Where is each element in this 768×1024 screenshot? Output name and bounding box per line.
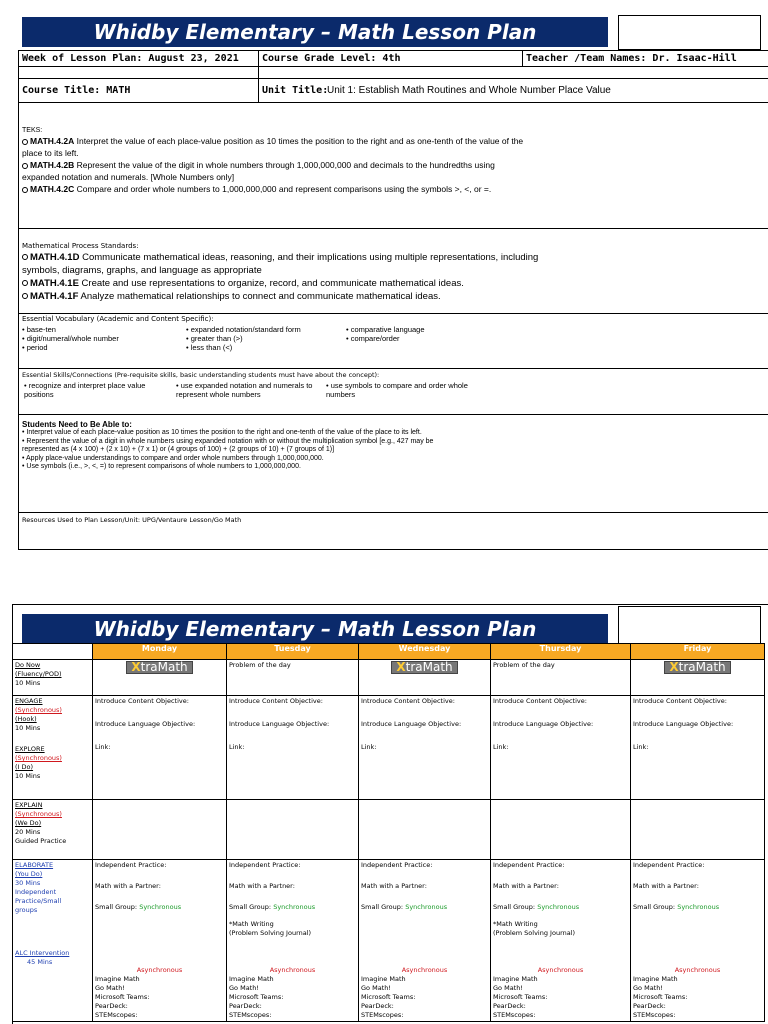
vocab-heading: Essential Vocabulary (Academic and Content Specific): xyxy=(22,315,214,323)
vocab-col-3 xyxy=(346,325,506,343)
problem-of-day: Problem of the day xyxy=(227,660,359,696)
circle-icon xyxy=(22,163,28,169)
students-heading: Students Need to Be Able to: xyxy=(22,420,132,429)
xtramath-logo: XtraMath xyxy=(93,660,227,696)
explain-cell xyxy=(227,800,359,860)
page1-title-box xyxy=(618,15,761,50)
course-title-label: Course Title: MATH xyxy=(22,85,131,96)
students-section xyxy=(22,420,458,472)
schedule-table xyxy=(12,643,765,1022)
vocab-col-1 xyxy=(22,325,182,352)
engage-cell-friday: Introduce Content Objective: Introduce Language Objective: Link: xyxy=(631,696,765,800)
elaborate-cell-tuesday: Independent Practice: Math with a Partner: Small Group: Synchronous *Math Writing (Problem Solving Journal) Asynchronous Imagine Math Go Math! Microsoft Teams: PearDeck: STEMscopes: xyxy=(227,860,359,1022)
explain-cell xyxy=(491,800,631,860)
engage-cell-thursday: Introduce Content Objective: Introduce Language Objective: Link: xyxy=(491,696,631,800)
vocab-item: • less than (<) xyxy=(186,343,233,352)
week-label: Week of Lesson Plan: August 23, 2021 xyxy=(22,53,239,64)
students-item: • Represent the value of a digit in whole numbers using expanded notation with or without the multiplication symbol [e.g., 427 may be represented as (4 x 100) + (2 x 10) + (7 x 1) or (4 groups of 100) + (2 groups of 10) + (7 groups of 1)] xyxy=(22,437,434,453)
students-item: • Apply place-value understandings to compare and order whole numbers through 1,000,000,000. xyxy=(22,454,324,462)
circle-icon xyxy=(22,293,28,299)
elaborate-cell-wednesday: Independent Practice: Math with a Partner: Small Group: Synchronous Asynchronous Imagine Math Go Math! Microsoft Teams: PearDeck: STEMscopes: xyxy=(359,860,491,1022)
problem-of-day: Problem of the day xyxy=(491,660,631,696)
teks-section xyxy=(22,126,534,195)
row-label-engage-explore: ENGAGE (Synchronous) (Hook) 10 Mins EXPLORE (Synchronous) (I Do) 10 Mins xyxy=(13,696,93,800)
circle-icon xyxy=(22,187,28,193)
process-item: MATH.4.1F Analyze mathematical relationships to connect and communicate mathematical ideas. xyxy=(22,290,562,303)
vocab-item: • expanded notation/standard form xyxy=(186,325,301,334)
circle-icon xyxy=(22,139,28,145)
vocab-item: • base-ten xyxy=(22,325,56,334)
circle-icon xyxy=(22,280,28,286)
process-item: MATH.4.1D Communicate mathematical ideas, reasoning, and their implications using multiple representations, including symbols, diagrams, graphs, and language as appropriate xyxy=(22,252,539,276)
teacher-label: Teacher /Team Names: Dr. Isaac-Hill xyxy=(526,53,737,64)
process-item: MATH.4.1E Create and use representations to organize, record, and communicate mathematical ideas. xyxy=(22,277,562,290)
page2-title: Whidby Elementary – Math Lesson Plan xyxy=(22,614,608,644)
elaborate-cell-friday: Independent Practice: Math with a Partner: Small Group: Synchronous Asynchronous Imagine Math Go Math! Microsoft Teams: PearDeck: STEMscopes: xyxy=(631,860,765,1022)
row-label-elaborate: ELABORATE (You Do) 30 Mins Independent Practice/Small groups ALC Intervention 45 Mins xyxy=(13,860,93,1022)
engage-cell-monday: Introduce Content Objective: Introduce Language Objective: Link: xyxy=(93,696,227,800)
skills-col-3: • use symbols to compare and order whole numbers xyxy=(326,381,468,399)
page1-title: Whidby Elementary – Math Lesson Plan xyxy=(22,17,608,47)
vocab-item: • greater than (>) xyxy=(186,334,243,343)
circle-icon xyxy=(22,254,28,260)
row-label-explain: EXPLAIN (Synchronous) (We Do) 20 Mins Guided Practice xyxy=(13,800,93,860)
vocab-item: • period xyxy=(22,343,48,352)
teks-heading: TEKS: xyxy=(22,127,43,134)
teks-item: MATH.4.2B Represent the value of the digit in whole numbers through 1,000,000,000 and decimals to the hundredths using expanded notation and numerals. [Whole Numbers only] xyxy=(22,160,495,182)
teks-item: MATH.4.2C Compare and order whole numbers to 1,000,000,000 and represent comparisons using the symbols >, <, or =. xyxy=(22,183,534,195)
day-header-monday: Monday xyxy=(93,644,227,660)
row-label-do-now: Do Now (Fluency/POD) 10 Mins xyxy=(13,660,93,696)
vocab-item: • comparative language xyxy=(346,325,425,334)
explain-cell xyxy=(359,800,491,860)
engage-cell-tuesday: Introduce Content Objective: Introduce Language Objective: Link: xyxy=(227,696,359,800)
grade-label: Course Grade Level: 4th xyxy=(262,53,401,64)
unit-title-value: Unit 1: Establish Math Routines and Whole Number Place Value xyxy=(327,85,611,96)
teks-item: MATH.4.2A Interpret the value of each place-value position as 10 times the position to the right and as one-tenth of the value of the place to its left. xyxy=(22,136,524,158)
day-header-tuesday: Tuesday xyxy=(227,644,359,660)
resources-label: Resources Used to Plan Lesson/Unit: UPG/Ventaure Lesson/Go Math xyxy=(22,516,242,524)
process-section xyxy=(22,242,562,303)
students-item: • Interpret value of each place-value position as 10 times the position to the right and one-tenth of the value of the place to its left. xyxy=(22,429,422,436)
vocab-item: • compare/order xyxy=(346,334,400,343)
vocab-col-2 xyxy=(186,325,346,352)
engage-cell-wednesday: Introduce Content Objective: Introduce Language Objective: Link: xyxy=(359,696,491,800)
elaborate-cell-thursday: Independent Practice: Math with a Partner: Small Group: Synchronous *Math Writing (Problem Solving Journal) Asynchronous Imagine Math Go Math! Microsoft Teams: PearDeck: STEMscopes: xyxy=(491,860,631,1022)
explain-cell xyxy=(631,800,765,860)
explain-cell xyxy=(93,800,227,860)
vocab-item: • digit/numeral/whole number xyxy=(22,334,119,343)
unit-title-label: Unit Title: xyxy=(262,85,329,96)
elaborate-cell-monday: Independent Practice: Math with a Partner: Small Group: Synchronous Asynchronous Imagine Math Go Math! Microsoft Teams: PearDeck: STEMscopes: xyxy=(93,860,227,1022)
students-item: • Use symbols (i.e., >, <, =) to represent comparisons of whole numbers to 1,000,000,000. xyxy=(22,463,301,470)
day-header-wednesday: Wednesday xyxy=(359,644,491,660)
skills-heading: Essential Skills/Connections (Pre-requisite skills, basic understanding students must have about the concept): xyxy=(22,371,380,379)
process-heading: Mathematical Process Standards: xyxy=(22,242,139,250)
xtramath-logo: XtraMath xyxy=(359,660,491,696)
corner-cell xyxy=(13,644,93,660)
xtramath-logo: XtraMath xyxy=(631,660,765,696)
skills-col-2: • use expanded notation and numerals to represent whole numbers xyxy=(176,381,313,399)
day-header-thursday: Thursday xyxy=(491,644,631,660)
skills-col-1: • recognize and interpret place value positions xyxy=(24,381,146,399)
day-header-friday: Friday xyxy=(631,644,765,660)
